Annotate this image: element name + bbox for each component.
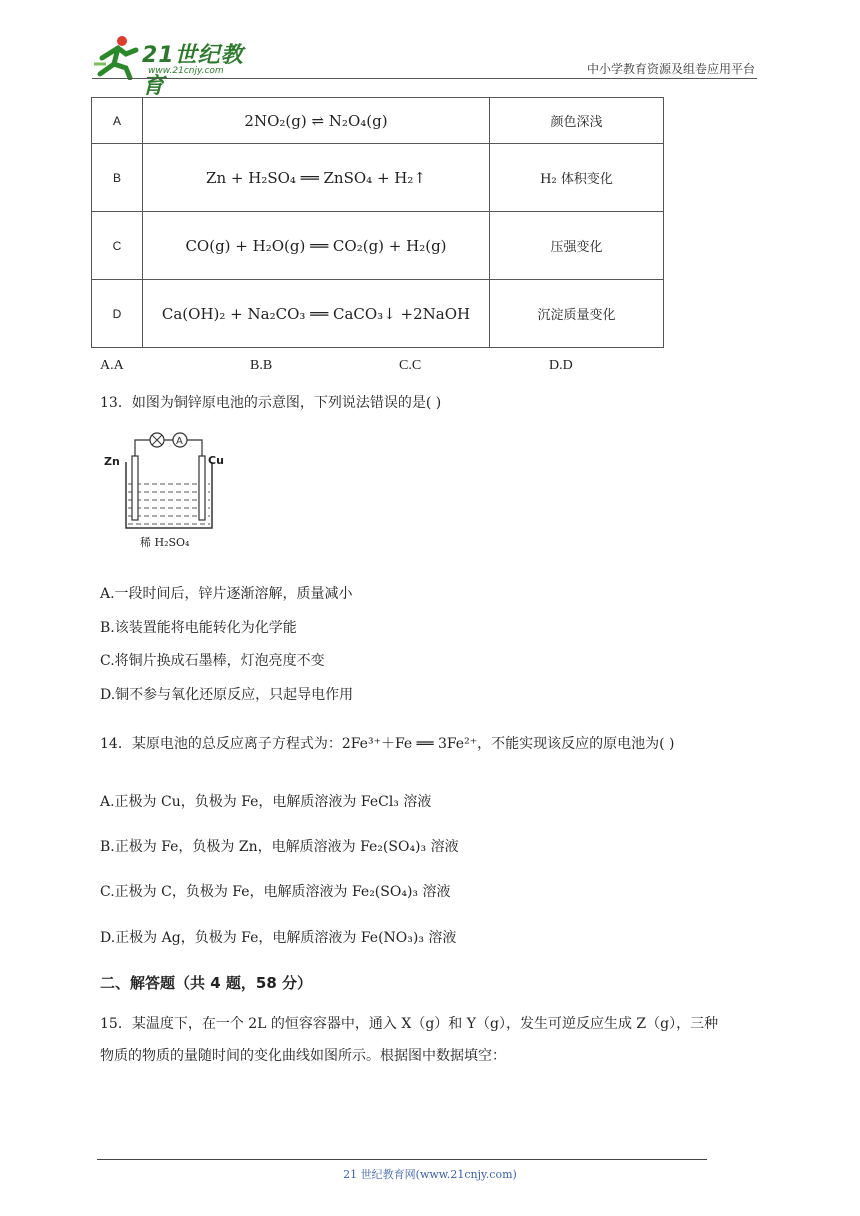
solution-label: 稀 H₂SO₄ xyxy=(140,536,190,549)
q14-option-a[interactable]: A.正极为 Cu，负极为 Fe，电解质溶液为 FeCl₃ 溶液 xyxy=(100,794,432,810)
q12-choice-d[interactable]: D.D xyxy=(549,358,573,373)
table-row xyxy=(92,212,664,280)
row-label: C xyxy=(92,212,143,280)
measured-property: H₂ 体积变化 xyxy=(490,144,664,212)
q13-option-c[interactable]: C.将铜片换成石墨棒，灯泡亮度不变 xyxy=(100,653,325,669)
row-label: D xyxy=(92,280,143,348)
svg-text:A: A xyxy=(176,436,183,447)
cu-zn-cell-figure xyxy=(104,422,230,552)
measured-property: 颜色深浅 xyxy=(490,98,664,144)
q14-option-b[interactable]: B.正极为 Fe，负极为 Zn，电解质溶液为 Fe₂(SO₄)₃ 溶液 xyxy=(100,839,459,855)
measured-property: 沉淀质量变化 xyxy=(490,280,664,348)
q12-choice-a[interactable]: A.A xyxy=(100,358,124,373)
q13-option-b[interactable]: B.该装置能将电能转化为化学能 xyxy=(100,620,297,636)
measured-property: 压强变化 xyxy=(490,212,664,280)
section-title: 二、解答题（共 4 题，58 分） xyxy=(100,974,312,992)
row-label: B xyxy=(92,144,143,212)
reaction-equation: Ca(OH)₂ + Na₂CO₃ ══ CaCO₃↓ +2NaOH xyxy=(143,280,490,348)
q14-option-d[interactable]: D.正极为 Ag，负极为 Fe，电解质溶液为 Fe(NO₃)₃ 溶液 xyxy=(100,930,457,946)
galvanic-cell-diagram xyxy=(104,422,230,552)
cu-electrode-label: Cu xyxy=(208,454,224,467)
runner-logo-icon xyxy=(92,34,140,80)
table-row xyxy=(92,280,664,348)
q14-stem: 14．某原电池的总反应离子方程式为：2Fe³⁺＋Fe ══ 3Fe²⁺，不能实现该反应的原电池为( ) xyxy=(100,736,675,752)
q14-option-c[interactable]: C.正极为 C，负极为 Fe，电解质溶液为 Fe₂(SO₄)₃ 溶液 xyxy=(100,884,451,900)
row-label: A xyxy=(92,98,143,144)
table-row xyxy=(92,98,664,144)
q12-choice-c[interactable]: C.C xyxy=(399,358,422,373)
reaction-equation: 2NO₂(g) ⇌ N₂O₄(g) xyxy=(143,98,490,144)
header-platform-text: 中小学教育资源及组卷应用平台 xyxy=(586,62,755,76)
q15-line-1: 15．某温度下，在一个 2L 的恒容容器中，通入 X（g）和 Y（g），发生可逆反应生成 Z（g），三种 xyxy=(100,1016,719,1032)
logo-url: www.21cnjy.com xyxy=(148,66,224,76)
q13-stem: 13．如图为铜锌原电池的示意图，下列说法错误的是( ) xyxy=(100,395,442,411)
footer-divider xyxy=(97,1159,707,1160)
reaction-equation: Zn + H₂SO₄ ══ ZnSO₄ + H₂↑ xyxy=(143,144,490,212)
q15-line-2: 物质的物质的量随时间的变化曲线如图所示。根据图中数据填空： xyxy=(100,1048,506,1064)
reaction-equation: CO(g) + H₂O(g) ══ CO₂(g) + H₂(g) xyxy=(143,212,490,280)
site-logo xyxy=(92,34,262,99)
q12-choice-b[interactable]: B.B xyxy=(250,358,273,373)
q13-option-a[interactable]: A.一段时间后，锌片逐渐溶解，质量减小 xyxy=(100,586,353,602)
zn-electrode-label: Zn xyxy=(104,455,120,468)
q12-options-table xyxy=(91,97,664,348)
q13-option-d[interactable]: D.铜不参与氧化还原反应，只起导电作用 xyxy=(100,687,354,703)
table-row xyxy=(92,144,664,212)
footer-text[interactable]: 21 世纪教育网(www.21cnjy.com) xyxy=(343,1168,517,1181)
logo-text: 21世纪教育 xyxy=(142,43,244,99)
header-divider xyxy=(92,78,757,79)
